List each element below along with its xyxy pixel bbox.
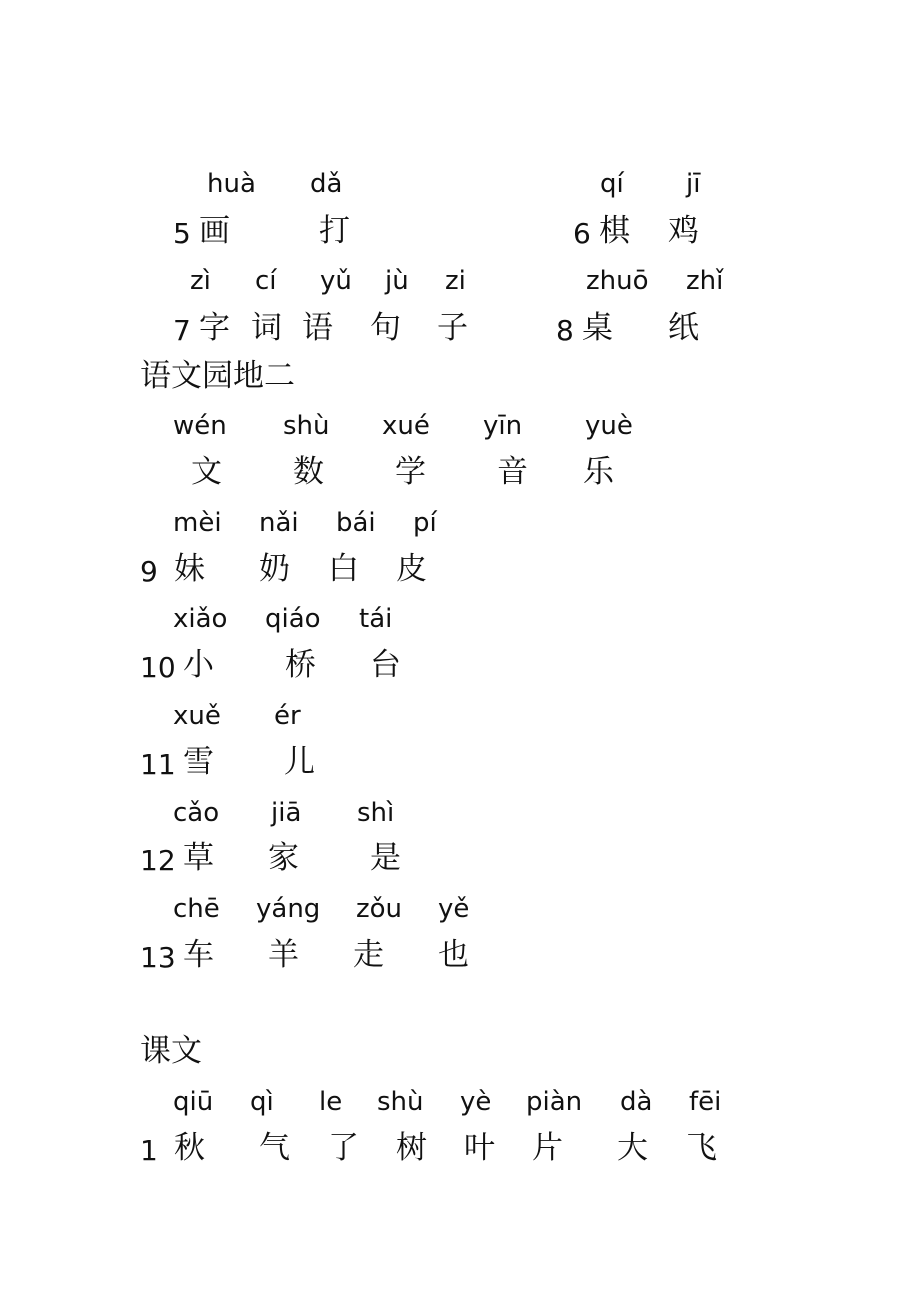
hanzi-char: 句 bbox=[370, 310, 401, 346]
lesson-number: 1 bbox=[140, 1134, 158, 1167]
hanzi-char: 大 bbox=[617, 1130, 648, 1166]
lesson-number: 7 bbox=[173, 314, 191, 347]
hanzi-char: 羊 bbox=[268, 937, 299, 973]
hanzi-char: 打 bbox=[319, 213, 350, 249]
hanzi-char: 叶 bbox=[464, 1130, 495, 1166]
hanzi-char: 乐 bbox=[583, 454, 614, 490]
hanzi-char: 气 bbox=[259, 1130, 290, 1166]
pinyin-syllable: wén bbox=[173, 411, 227, 441]
hanzi-char: 桌 bbox=[582, 310, 613, 346]
pinyin-syllable: cǎo bbox=[173, 798, 220, 828]
pinyin-syllable: qì bbox=[250, 1087, 274, 1117]
hanzi-char: 家 bbox=[268, 840, 299, 876]
pinyin-syllable: qí bbox=[600, 169, 624, 199]
pinyin-syllable: mèi bbox=[173, 508, 222, 538]
pinyin-syllable: shù bbox=[377, 1087, 424, 1117]
pinyin-syllable: zhuō bbox=[586, 266, 649, 296]
pinyin-syllable: qiáo bbox=[265, 604, 321, 634]
hanzi-char: 片 bbox=[532, 1130, 563, 1166]
hanzi-char: 棋 bbox=[599, 213, 630, 249]
pinyin-syllable: chē bbox=[173, 894, 220, 924]
pinyin-syllable: dà bbox=[620, 1087, 653, 1117]
hanzi-char: 词 bbox=[251, 310, 282, 346]
pinyin-syllable: shù bbox=[283, 411, 330, 441]
hanzi-char: 学 bbox=[395, 454, 426, 490]
hanzi-char: 也 bbox=[438, 937, 469, 973]
hanzi-char: 草 bbox=[183, 840, 214, 876]
hanzi-char: 儿 bbox=[284, 744, 315, 780]
lesson-number: 12 bbox=[140, 844, 176, 877]
pinyin-syllable: xuě bbox=[173, 701, 221, 731]
hanzi-char: 树 bbox=[396, 1130, 427, 1166]
pinyin-syllable: jiā bbox=[271, 798, 302, 828]
pinyin-syllable: jù bbox=[385, 266, 409, 296]
hanzi-char: 桥 bbox=[285, 647, 316, 683]
section-heading: 课文 bbox=[140, 1033, 202, 1069]
pinyin-syllable: zi bbox=[445, 266, 466, 296]
lesson-number: 9 bbox=[140, 555, 158, 588]
hanzi-char: 了 bbox=[328, 1130, 359, 1166]
hanzi-char: 车 bbox=[183, 937, 214, 973]
pinyin-syllable: zì bbox=[190, 266, 211, 296]
lesson-number: 5 bbox=[173, 217, 191, 250]
pinyin-syllable: xué bbox=[382, 411, 430, 441]
pinyin-syllable: yě bbox=[438, 894, 470, 924]
lesson-number: 6 bbox=[573, 217, 591, 250]
pinyin-syllable: tái bbox=[359, 604, 393, 634]
pinyin-syllable: cí bbox=[255, 266, 277, 296]
pinyin-syllable: zǒu bbox=[356, 894, 403, 924]
pinyin-syllable: qiū bbox=[173, 1087, 214, 1117]
lesson-number: 13 bbox=[140, 941, 176, 974]
pinyin-syllable: pí bbox=[413, 508, 437, 538]
hanzi-char: 纸 bbox=[668, 310, 699, 346]
pinyin-syllable: bái bbox=[336, 508, 376, 538]
pinyin-syllable: jī bbox=[686, 169, 701, 199]
pinyin-syllable: nǎi bbox=[259, 508, 299, 538]
hanzi-char: 音 bbox=[497, 454, 528, 490]
hanzi-char: 走 bbox=[353, 937, 384, 973]
lesson-number: 8 bbox=[556, 314, 574, 347]
hanzi-char: 小 bbox=[183, 647, 214, 683]
hanzi-char: 画 bbox=[199, 213, 230, 249]
hanzi-char: 语 bbox=[302, 310, 333, 346]
hanzi-char: 奶 bbox=[259, 551, 290, 587]
hanzi-char: 鸡 bbox=[668, 213, 699, 249]
pinyin-syllable: dǎ bbox=[310, 169, 343, 199]
pinyin-syllable: yǔ bbox=[320, 266, 352, 296]
pinyin-syllable: fēi bbox=[689, 1087, 722, 1117]
hanzi-char: 秋 bbox=[174, 1130, 205, 1166]
hanzi-char: 数 bbox=[293, 454, 324, 490]
hanzi-char: 雪 bbox=[183, 744, 214, 780]
hanzi-char: 是 bbox=[370, 840, 401, 876]
lesson-number: 10 bbox=[140, 651, 176, 684]
hanzi-char: 飞 bbox=[686, 1130, 717, 1166]
hanzi-char: 白 bbox=[328, 551, 359, 587]
pinyin-syllable: ér bbox=[274, 701, 301, 731]
hanzi-char: 皮 bbox=[396, 551, 427, 587]
pinyin-syllable: yáng bbox=[256, 894, 321, 924]
hanzi-char: 台 bbox=[370, 647, 401, 683]
pinyin-syllable: piàn bbox=[526, 1087, 583, 1117]
pinyin-syllable: shì bbox=[357, 798, 395, 828]
hanzi-char: 文 bbox=[191, 454, 222, 490]
hanzi-char: 子 bbox=[437, 310, 468, 346]
lesson-number: 11 bbox=[140, 748, 176, 781]
pinyin-syllable: yè bbox=[460, 1087, 492, 1117]
pinyin-syllable: zhǐ bbox=[686, 266, 724, 296]
pinyin-syllable: huà bbox=[207, 169, 256, 199]
pinyin-syllable: yīn bbox=[483, 411, 523, 441]
hanzi-char: 妹 bbox=[174, 551, 205, 587]
pinyin-syllable: yuè bbox=[585, 411, 633, 441]
pinyin-syllable: le bbox=[319, 1087, 343, 1117]
pinyin-syllable: xiǎo bbox=[173, 604, 228, 634]
hanzi-char: 字 bbox=[199, 310, 230, 346]
section-heading: 语文园地二 bbox=[140, 358, 295, 394]
